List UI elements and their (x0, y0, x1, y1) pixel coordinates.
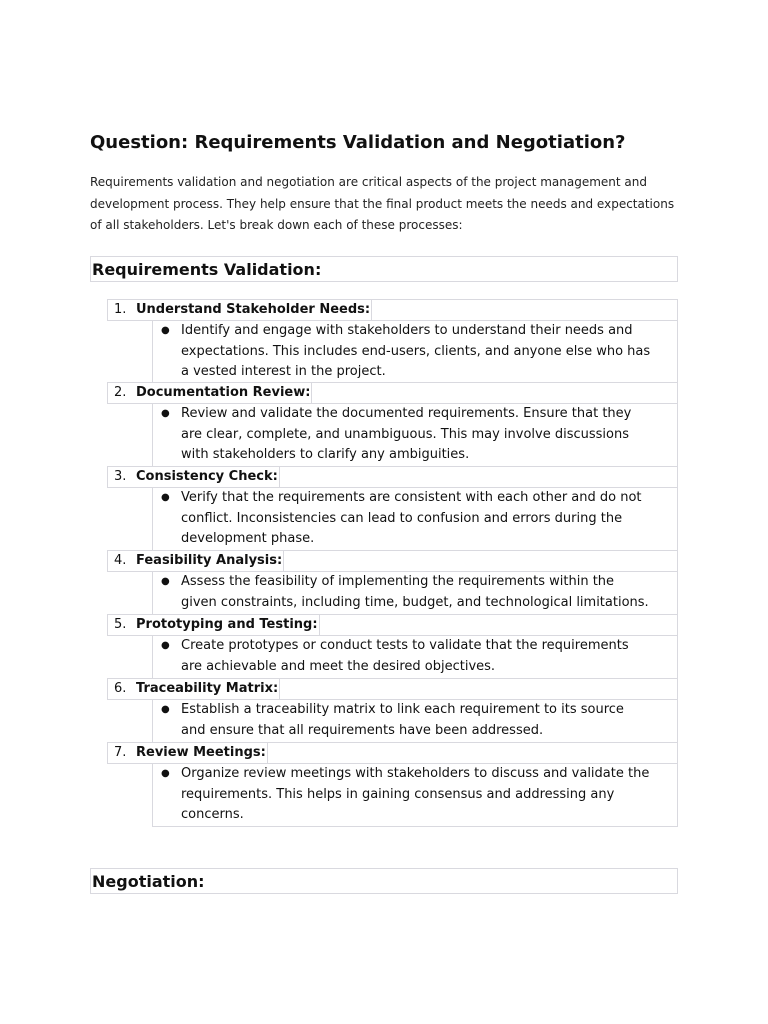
step-number: 6. (114, 681, 127, 696)
step-bullet (152, 320, 678, 383)
step-label: Traceability Matrix: (136, 679, 280, 699)
step-label: Consistency Check: (136, 467, 280, 487)
step-description: Organize review meetings with stakeholders to discuss and validate the requirements. This helps in gaining consensus and addressing any concerns. (181, 766, 650, 822)
step-description: Verify that the requirements are consistent with each other and do not conflict. Inconsistencies can lead to confusion and errors during the development phase. (181, 490, 642, 546)
step-item (107, 299, 678, 383)
step-bullet (152, 487, 678, 551)
step-item (107, 614, 678, 679)
step-number: 7. (114, 745, 127, 760)
step-heading (107, 550, 678, 572)
step-description: Create prototypes or conduct tests to validate that the requirements are achievable and meet the desired objectives. (181, 638, 629, 674)
intro-paragraph: Requirements validation and negotiation are critical aspects of the project management and development process. They help ensure that the final product meets the needs and expectations of all stakeholders. Let's break down each of these processes: (90, 175, 675, 232)
step-bullet (152, 699, 678, 743)
step-description: Establish a traceability matrix to link each requirement to its source and ensure that all requirements have been addressed. (181, 702, 624, 738)
step-heading (107, 678, 678, 700)
bullet-dot-icon: ● (161, 640, 170, 651)
step-item (107, 550, 678, 615)
step-number: 2. (114, 385, 127, 400)
step-heading (107, 466, 678, 488)
step-bullet (152, 635, 678, 679)
step-description: Identify and engage with stakeholders to understand their needs and expectations. This includes end-users, clients, and anyone else who has a vested interest in the project. (181, 323, 651, 379)
validation-steps-list (107, 300, 678, 827)
bullet-dot-icon: ● (161, 768, 170, 779)
bullet-dot-icon: ● (161, 576, 170, 587)
step-number: 4. (114, 553, 127, 568)
step-item (107, 678, 678, 743)
step-item (107, 466, 678, 551)
bullet-dot-icon: ● (161, 492, 170, 503)
step-label: Understand Stakeholder Needs: (136, 300, 372, 320)
step-label: Prototyping and Testing: (136, 615, 320, 635)
step-bullet (152, 763, 678, 827)
step-number: 3. (114, 469, 127, 484)
step-bullet (152, 403, 678, 467)
bullet-dot-icon: ● (161, 704, 170, 715)
step-description: Review and validate the documented requirements. Ensure that they are clear, complete, and unambiguous. This may involve discussions with stakeholders to clarify any ambiguities. (181, 406, 632, 462)
step-number: 1. (114, 302, 127, 317)
step-heading (107, 742, 678, 764)
step-heading (107, 382, 678, 404)
step-label: Review Meetings: (136, 743, 268, 763)
step-label: Documentation Review: (136, 383, 312, 403)
step-heading (107, 614, 678, 636)
step-label: Feasibility Analysis: (136, 551, 284, 571)
bullet-dot-icon: ● (161, 325, 170, 336)
step-item (107, 742, 678, 827)
validation-heading: Requirements Validation: (90, 256, 678, 282)
page-title: Question: Requirements Validation and Negotiation? (90, 132, 626, 153)
step-number: 5. (114, 617, 127, 632)
step-heading (107, 299, 678, 321)
step-description: Assess the feasibility of implementing the requirements within the given constraints, including time, budget, and technological limitations. (181, 574, 649, 610)
step-bullet (152, 571, 678, 615)
negotiation-heading: Negotiation: (90, 868, 678, 894)
bullet-dot-icon: ● (161, 408, 170, 419)
step-item (107, 382, 678, 467)
